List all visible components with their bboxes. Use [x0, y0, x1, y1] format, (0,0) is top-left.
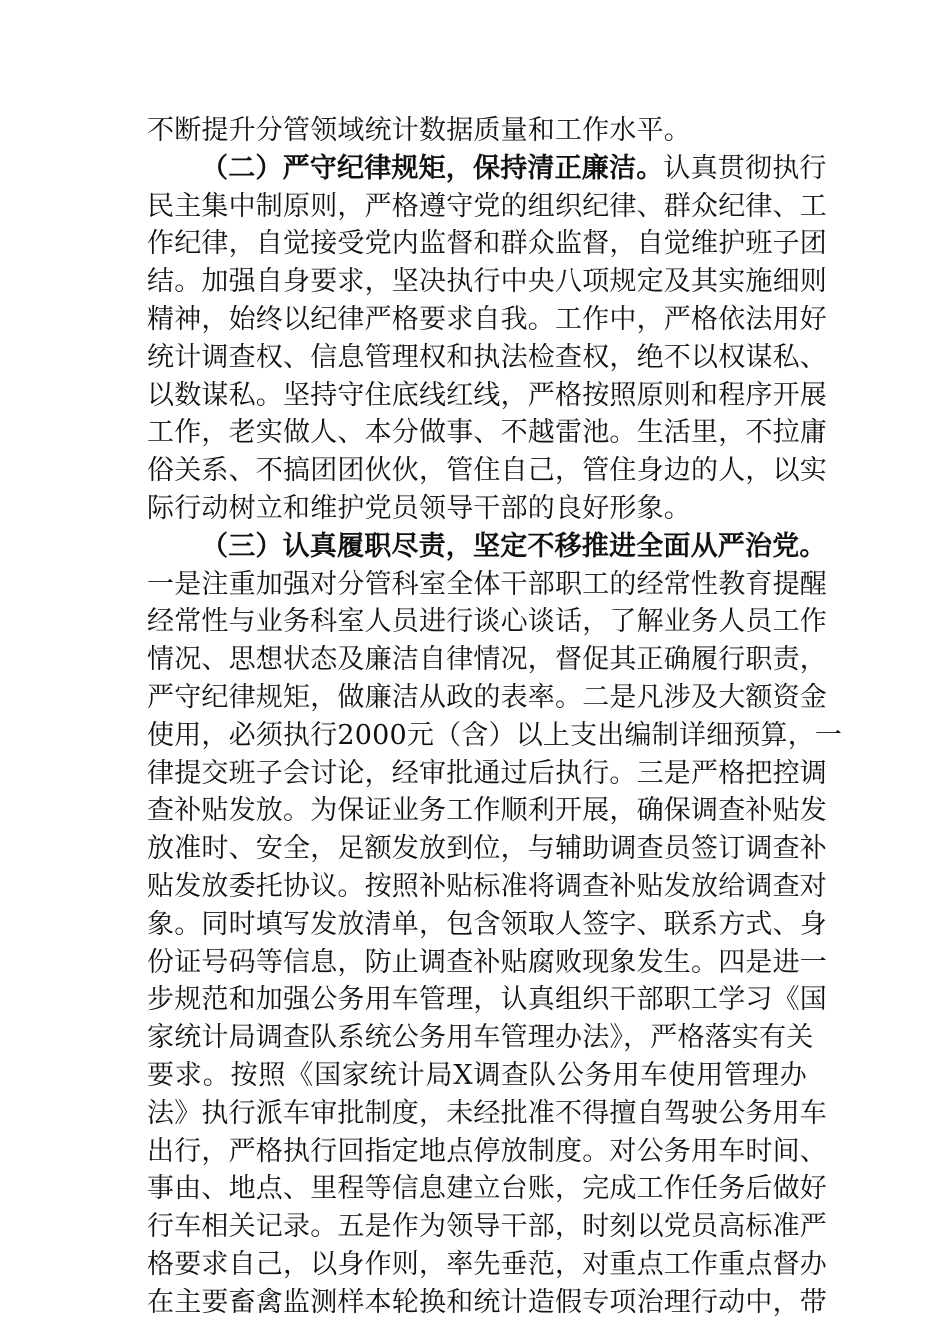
- text-line: [147, 1284, 827, 1322]
- paragraph-text: 家统计局调查队系统公务用车管理办法》，严格落实有关: [147, 1022, 814, 1054]
- text-line: [147, 868, 827, 906]
- text-line: [147, 981, 827, 1019]
- paragraph-text: 律提交班子会讨论，经审批通过后执行。三是严格把控调: [147, 757, 827, 789]
- text-line: [147, 830, 827, 868]
- text-line: [147, 1246, 827, 1284]
- paragraph-text: 情况、思想状态及廉洁自律情况，督促其正确履行职责，: [147, 644, 827, 676]
- text-line: [147, 1019, 814, 1057]
- paragraph-text: 俗关系、不搞团团伙伙，管住自己，管住身边的人，以实: [147, 455, 827, 487]
- text-line: [147, 1208, 827, 1246]
- paragraph-text: 严守纪律规矩，做廉洁从政的表率。二是凡涉及大额资金: [147, 681, 827, 713]
- paragraph-text: 精神，始终以纪律严格要求自我。工作中，严格依法用好: [147, 303, 827, 335]
- text-line: [147, 188, 827, 226]
- text-line: [147, 112, 807, 150]
- text-line: [147, 1095, 827, 1133]
- text-line: [147, 452, 827, 490]
- paragraph-text: 际行动树立和维护党员领导干部的良好形象。: [147, 492, 691, 524]
- paragraph-text: 民主集中制原则，严格遵守党的组织纪律、群众纪律、工: [147, 190, 827, 222]
- paragraph-text: 要求。按照《国家统计局X调查队公务用车使用管理办: [147, 1059, 807, 1091]
- text-line: [147, 717, 843, 755]
- paragraph-text: 作纪律，自觉接受党内监督和群众监督，自觉维护班子团: [147, 228, 827, 260]
- paragraph-text: 步规范和加强公务用车管理，认真组织干部职工学习《国: [147, 984, 827, 1016]
- paragraph-text: 工作，老实做人、本分做事、不越雷池。生活里，不拉庸: [147, 417, 827, 449]
- text-line: [147, 263, 827, 301]
- paragraph-text: 事由、地点、里程等信息建立台账，完成工作任务后做好: [147, 1173, 827, 1205]
- text-line: [147, 490, 807, 528]
- paragraph-text: 象。同时填写发放清单，包含领取人签字、联系方式、身: [147, 908, 827, 940]
- text-line: [147, 1133, 827, 1171]
- paragraph-text: 统计调查权、信息管理权和执法检查权，绝不以权谋私、: [147, 341, 827, 373]
- paragraph-text: 出行，严格执行回指定地点停放制度。对公务用车时间、: [147, 1135, 827, 1167]
- text-line: [147, 301, 827, 339]
- paragraph-text: 以数谋私。坚持守住底线红线，严格按照原则和程序开展: [147, 379, 827, 411]
- paragraph-text: 份证号码等信息，防止调查补贴腐败现象发生。四是进一: [147, 946, 827, 978]
- paragraph-text: 放准时、安全，足额发放到位，与辅助调查员签订调查补: [147, 833, 827, 865]
- paragraph-text: 不断提升分管领域统计数据质量和工作水平。: [147, 115, 691, 146]
- paragraph-text: 一是注重加强对分管科室全体干部职工的经常性教育提醒: [147, 568, 827, 600]
- document-body: [147, 112, 843, 1322]
- text-line: [147, 1170, 827, 1208]
- paragraph-text: 格要求自己，以身作则，率先垂范，对重点工作重点督办: [147, 1248, 827, 1280]
- text-line: [147, 414, 827, 452]
- paragraph-text: 经常性与业务科室人员进行谈心谈话，了解业务人员工作: [147, 606, 827, 638]
- text-line: [147, 528, 827, 566]
- text-line: [147, 755, 827, 793]
- text-line: [147, 679, 827, 717]
- section-heading: （二）严守纪律规矩，保持清正廉洁。: [201, 152, 664, 184]
- text-line: [147, 150, 827, 188]
- paragraph-text: 法》执行派车审批制度，未经批准不得擅自驾驶公务用车: [147, 1097, 827, 1129]
- text-line: [147, 906, 827, 944]
- paragraph-text: 行车相关记录。五是作为领导干部，时刻以党员高标准严: [147, 1211, 827, 1243]
- text-line: [147, 641, 827, 679]
- text-line: [147, 944, 827, 982]
- paragraph-text: 结。加强自身要求，坚决执行中央八项规定及其实施细则: [147, 266, 827, 298]
- text-line: [147, 225, 827, 263]
- paragraph-text: 使用，必须执行2000元（含）以上支出编制详细预算，一: [147, 719, 843, 751]
- text-line: [147, 1057, 807, 1095]
- paragraph-text: 贴发放委托协议。按照补贴标准将调查补贴发放给调查对: [147, 870, 827, 902]
- text-line: [147, 792, 827, 830]
- section-heading: （三）认真履职尽责，坚定不移推进全面从严治党。: [201, 530, 827, 562]
- text-line: [147, 377, 827, 415]
- paragraph-text: 在主要畜禽监测样本轮换和统计造假专项治理行动中，带: [147, 1286, 827, 1318]
- text-line: [147, 603, 827, 641]
- text-line: [147, 566, 827, 604]
- text-line: [147, 339, 827, 377]
- paragraph-text: 查补贴发放。为保证业务工作顺利开展，确保调查补贴发: [147, 795, 827, 827]
- paragraph-text: 认真贯彻执行: [663, 152, 827, 184]
